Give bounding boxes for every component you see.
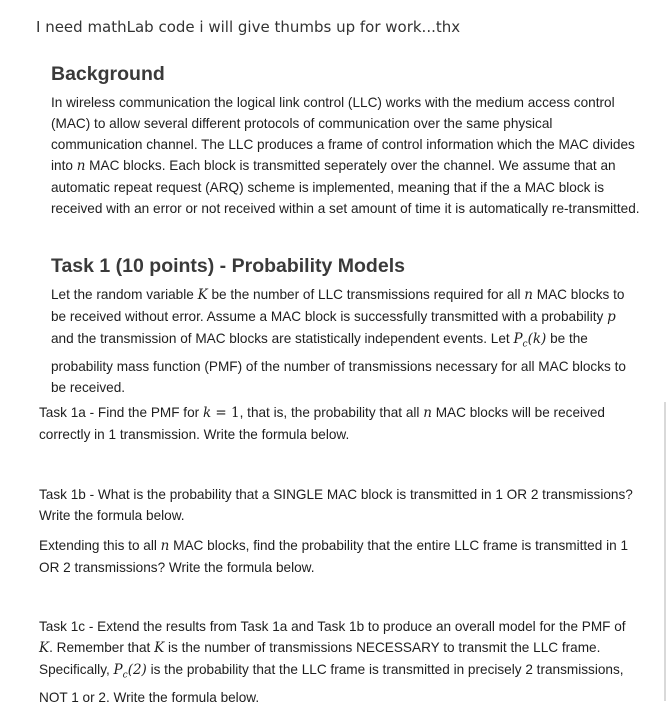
task1-section [51, 255, 641, 398]
task1a-text-3: MAC blocks will be received correctly in 1 transmission. Write the formula below. [39, 405, 605, 442]
math-K: K [197, 287, 208, 303]
background-section [51, 63, 641, 219]
task1-text-1: Let the random variable [51, 287, 198, 302]
math-n: n [524, 287, 533, 303]
background-title: Background [51, 63, 165, 85]
math-eq-1: = 1 [211, 405, 240, 421]
task1-text-4: and the transmission of MAC blocks are statistically independent events. Let [51, 331, 514, 346]
pmf-symbol [513, 331, 547, 350]
scrollbar-edge[interactable] [664, 402, 666, 701]
pmf-sub: c [122, 670, 128, 681]
task1c-text [39, 616, 639, 708]
task1-text-5: be the probability mass function (PMF) of the number of transmissions necessary for all MAC blocks to be received. [51, 331, 626, 395]
task1c-text-4: is the probability that the LLC frame is transmitted in precisely 2 transmissions, NOT 1 or 2. Write the formula below. [39, 662, 624, 705]
pmf-P: P [513, 331, 523, 347]
task1-text-2: be the number of LLC transmissions required for all [207, 287, 525, 302]
task1a-text-1: Task 1a - Find the PMF for [39, 405, 203, 420]
pmf-symbol [113, 662, 147, 681]
math-n: n [76, 158, 86, 174]
math-K: K [39, 640, 50, 656]
task1c-text-3: is the number of transmissions NECESSARY to transmit the LLC frame. Specifically, [39, 640, 601, 677]
task1b-text-1: Extending this to all [39, 538, 161, 553]
task1a-text [39, 402, 639, 445]
math-K: K [154, 640, 165, 656]
math-k: k [202, 405, 212, 421]
task1b-text: Task 1b - What is the probability that a SINGLE MAC block is transmitted in 1 OR 2 transmissions? Write the formula below. [39, 487, 633, 523]
pmf-arg: (2) [127, 662, 147, 678]
task1-text [51, 284, 641, 398]
pmf-sub: c [522, 339, 528, 350]
task1a-text-2: , that is, the probability that all [239, 405, 424, 420]
task1-text-3: MAC blocks to be received without error. Assume a MAC block is successfully transmitted with a probability [51, 287, 625, 324]
math-n: n [423, 405, 432, 421]
pmf-P: P [113, 662, 123, 678]
pmf-arg: (k) [527, 331, 547, 347]
background-text-a: In wireless communication the logical link control (LLC) works with the medium access control (MAC) to allow several different protocols of communication over the same physical communication channel. The LLC produces a frame of control information which the MAC divides into [51, 95, 635, 173]
background-text-b: MAC blocks. Each block is transmitted seperately over the channel. We assume that an automatic repeat request (ARQ) scheme is implemented, meaning that if the a MAC block is received with an error or not received within a set amount of time it is automatically re-transmitted. [51, 158, 640, 216]
task1c-text-2: . Remember that [49, 640, 155, 655]
math-p: p [607, 309, 616, 325]
background-text [51, 92, 641, 219]
task1b-text-2: MAC blocks, find the probability that the entire LLC frame is transmitted in 1 OR 2 transmissions? Write the formula below. [39, 538, 628, 575]
task1c-text-1: Task 1c - Extend the results from Task 1a and Task 1b to produce an overall model for the PMF of [39, 619, 626, 634]
task1b-extension-text [39, 535, 639, 578]
question-intro: I need mathLab code i will give thumbs up for work...thx [36, 18, 461, 36]
task1-title: Task 1 (10 points) - Probability Models [51, 255, 405, 277]
math-n: n [160, 538, 170, 554]
